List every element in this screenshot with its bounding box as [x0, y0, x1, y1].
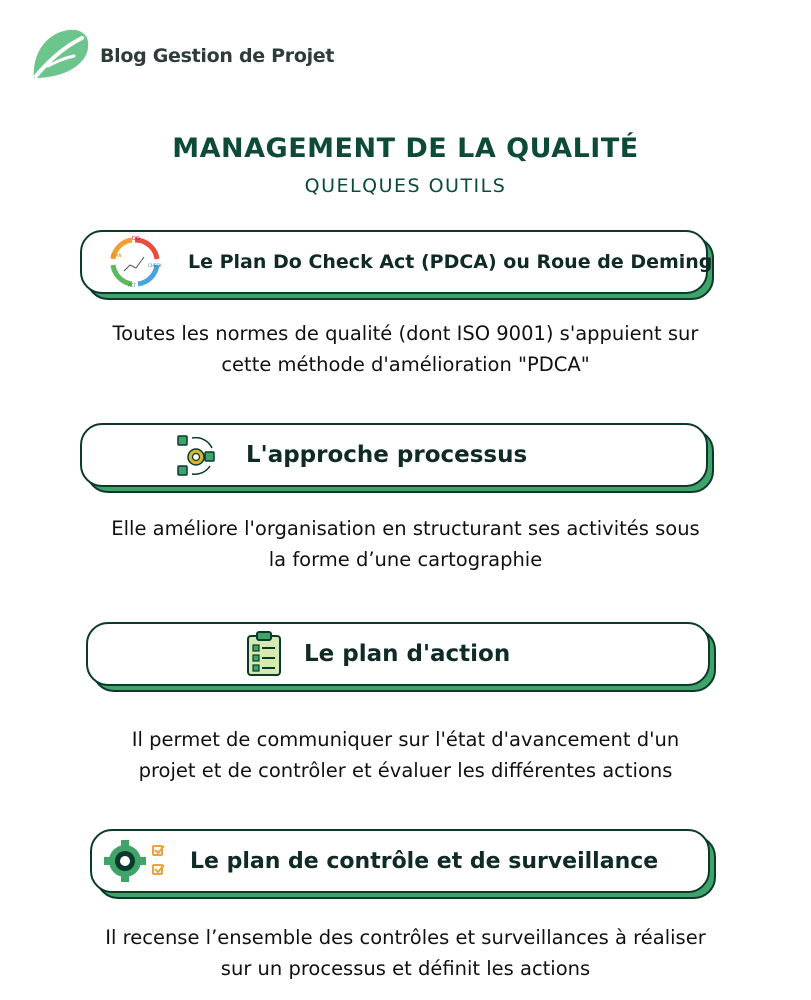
pdca-check-label: CHECK — [148, 263, 162, 268]
tool-description — [0, 724, 811, 786]
tool-card-control-plan — [90, 829, 710, 893]
description-line: cette méthode d'amélioration "PDCA" — [221, 353, 590, 376]
description-line: Elle améliore l'organisation en structurant ses activités sous — [111, 517, 700, 540]
tool-card-pdca — [80, 230, 713, 294]
page-title: MANAGEMENT DE LA QUALITÉ — [172, 133, 639, 164]
tool-card-action-plan — [86, 622, 710, 686]
description-line: Il recense l’ensemble des contrôles et surveillances à réaliser — [105, 926, 706, 949]
tool-title: L'approche processus — [246, 442, 528, 468]
description-line: la forme d’une cartographie — [268, 548, 543, 571]
pdca-act-label: ACT — [128, 283, 136, 288]
description-line: Toutes les normes de qualité (dont ISO 9001) s'appuient sur — [112, 322, 699, 345]
tool-description — [0, 513, 811, 575]
tool-title: Le Plan Do Check Act (PDCA) ou Roue de Deming — [188, 251, 713, 273]
tool-description — [0, 318, 811, 380]
pdca-cycle-icon — [100, 235, 170, 289]
description-line: Il permet de communiquer sur l'état d'avancement d'un — [131, 728, 680, 751]
page-subtitle: QUELQUES OUTILS — [304, 175, 507, 197]
tool-card-process — [80, 423, 708, 487]
clipboard-checklist-icon — [242, 631, 286, 677]
pdca-do-label: DO — [132, 236, 140, 242]
description-line: sur un processus et définit les actions — [220, 957, 591, 980]
process-gear-icon — [170, 432, 220, 478]
gear-checklist-icon — [102, 838, 174, 884]
brand-name: Blog Gestion de Projet — [100, 45, 335, 67]
brand-logo[interactable] — [30, 26, 334, 86]
tool-title: Le plan de contrôle et de surveillance — [190, 848, 659, 874]
description-line: projet et de contrôler et évaluer les différentes actions — [138, 759, 673, 782]
tool-description — [0, 922, 811, 984]
pdca-plan-label: PLAN — [111, 253, 122, 258]
leaf-logo-icon — [30, 26, 92, 86]
tool-title: Le plan d'action — [304, 641, 511, 667]
